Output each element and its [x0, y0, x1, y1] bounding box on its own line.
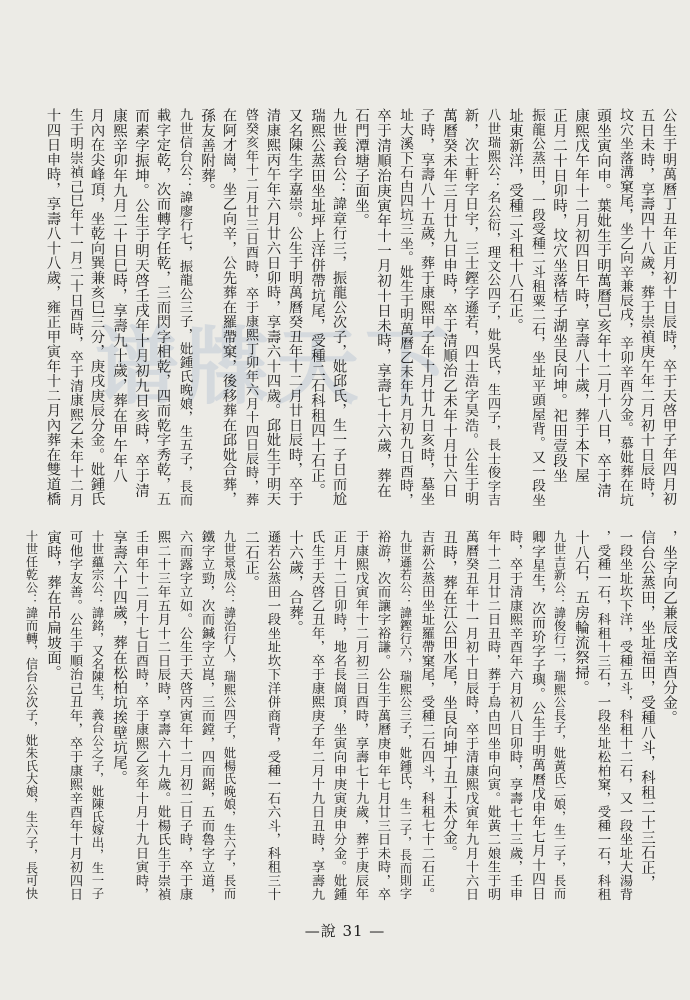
text-column: 時，卒于清康熙辛酉年六月初八日卯時，享壽七十三歲，壬申 — [507, 530, 522, 902]
text-column: 九世信台公：諱廖行七，振龍公三子，妣鍾氏晚娘，生五子，長而 — [177, 108, 192, 507]
text-column: 十世蘊宗公：諱銘，又名陳生，義台公之子，妣陳氏嫁出，生一子 — [90, 530, 104, 900]
text-column: 年十二月廿二日丑時，葬于烏甴凹坐申向寅。妣黃二娘生于明 — [485, 530, 500, 902]
text-column: 丑時，葬在江公田水尾，坐艮向坤丁丑丁未分金。 — [441, 530, 457, 860]
text-column: 九世義台公：諱章行三，振龍公次子，妣邱氏，生一子日而尬 — [331, 108, 347, 507]
text-column: 頭坐寅向申。葉妣生于明萬曆己亥年十二月十八日，卒于清 — [595, 108, 611, 498]
text-column: 于康熙戊寅年十二月初三日酉時，享壽七十九歲，葬于庚辰年 — [353, 530, 368, 902]
text-column: 卒于清順治庚寅年十一月初十日未時，享壽七十六歲，葬在 — [375, 108, 391, 498]
text-column: 裕游，次而讓字裕謙。公生于萬曆庚申年七月廿三日未時，卒 — [375, 530, 390, 902]
text-column: 卿字星生，次而玠字子璵。公生于明萬曆戊申年七月十四日 — [529, 530, 545, 901]
text-column: 址大溪下石甴四坑三坐。妣生于明萬曆乙未年九月初九日酉時， — [397, 108, 413, 507]
text-column: 萬曆癸未年三月廿九日申時，卒于清順治乙未年十月廿六日 — [441, 108, 457, 498]
text-column: 吉新公蒸田坐址羅帶窠尾，受種二石四斗，科租七十二石正。 — [419, 530, 434, 902]
text-column: 十六歲，合葬。 — [287, 530, 303, 635]
text-column: 又名陳生字嘉崇。公生于明萬曆癸丑年十二月廿日辰時，卒于 — [287, 108, 303, 507]
text-column: 瑞熙公蒸田坐址坪上洋併帶坑尾，受種二石科租四十石正。 — [309, 108, 325, 498]
text-column: 九世吉新公：諱俊行二，瑞熙公長子，妣黃氏二娘，生二子，長而 — [552, 530, 566, 900]
text-column: 新，次士軒字日宇，三士鏗字遜若，四士浩字昊浩。公生于明 — [463, 108, 479, 507]
text-column: 熙二十三年五月十二日辰時，享壽六十九歲。妣楊氏生于崇禎 — [155, 530, 170, 902]
text-column: 鐵字立勁，次而鍼字立崑，三而鏜，四而鋸，五而魯字立道， — [199, 530, 214, 902]
text-column: 在阿才崗，坐乙向辛，公先葬在羅帶窠，後移葬在邱妣合葬， — [221, 108, 237, 507]
text-column: 可他字友善。公生于順治己丑年，卒于康熙辛酉年十月初四日 — [67, 530, 82, 902]
text-column: 康熙戊午年十二月初四日午時，享壽八十歲，葬于本下屋 — [573, 108, 589, 483]
text-column: 生于明崇禎己巳年十一月二十日酉時，卒于清康熙乙未年十二月 — [67, 108, 83, 507]
text-column: 址東新洋，受種二斗租十八石正。 — [507, 108, 523, 333]
text-column: 十四日申時，享壽八十八歲，雍正甲寅年十二月內葬在雙道橋 — [45, 108, 61, 507]
text-column: 遜若公蒸田一段坐址坎下洋併商背，受種一石六斗，科租三十 — [265, 530, 280, 902]
text-column: 子時，享壽八十五歲，葬于康熙甲子年十月廿九日亥時，墓坐 — [419, 108, 435, 507]
text-column: 九世景成公：諱治行人，瑞熙公四子，妣楊氏晚娘，生六子，長而 — [222, 530, 236, 900]
text-column: 寅時，葬在吊扁坡面。 — [45, 530, 61, 680]
text-column: 清康熙丙午年六月廿六日卯時，享壽六十四歲。邱妣生于明天 — [265, 108, 281, 507]
text-column: 壬申年十二月十七日酉時，卒于康熙乙亥年十月十九日寅時， — [133, 530, 148, 902]
text-column: ，坐字向乙兼辰戌辛酉分金。 — [661, 530, 677, 725]
text-column: 八世瑞熙公：名公衍，理文公四子，妣吳氏，生四子，長士俊字吉 — [485, 108, 500, 507]
text-column: 信台公蒸田，坐址福田，受種八斗，科租二十三石正， — [639, 530, 655, 890]
text-column: 十世任乾公：諱而轉，信台公次子，妣朱氏大娘，生六子，長可快 — [24, 530, 38, 900]
upper-text-block — [45, 108, 678, 508]
text-column: 啓癸亥年十二月廿三日酉時，卒于康熙丁卯年六月十四日辰時，葬 — [243, 108, 258, 507]
text-column: 振龍公蒸田，一段受種二斗租粟二石，坐址平頭屋背。又一段坐 — [529, 108, 545, 507]
text-column: 氏生于天啓乙丑年，卒于康熙庚子年二月十九日丑時，享壽九 — [309, 530, 324, 902]
text-column: 九世遜若公：諱鏗行六，瑞熙公三子，妣鍾氏，生二子，長而則字 — [398, 530, 412, 900]
text-column: 而素字振坤。公生于明天啓壬戌年十月初九日亥時，卒于清 — [133, 108, 149, 498]
text-column: 一段坐址坎下洋，受種五斗，科租十二石，又一段坐址大湯背 — [617, 530, 632, 902]
text-column: 六而露字立如。公生于天啓丙寅年十二月初二日子時，卒于康 — [177, 530, 192, 902]
text-column: 載字定乾，次而轉字任乾，三而閃字相乾，四而乾字秀乾，五 — [155, 108, 171, 507]
text-column: 公生于明萬曆丁丑年正月初十日辰時，卒于天啓甲子年四月初 — [661, 108, 677, 507]
text-column: 正月二十日卯時，坟穴坐落桔子湖坐艮向坤。祀田壹段坐 — [551, 108, 567, 483]
text-column: 月內在尖峰頂，坐乾向巽兼亥巳三分，庚戌庚辰分金。妣鍾氏 — [89, 108, 105, 507]
text-column: 康熙辛卯年九月二十日巳時，享壽九十歲，葬在甲午年八 — [111, 108, 127, 483]
text-column: 孫友善附葬。 — [199, 108, 215, 198]
text-column: 享壽六十四歲，葬在松柏坑挨壁坑尾。 — [111, 530, 127, 785]
text-column: 石門潭塘子面坐。 — [353, 108, 369, 228]
text-column: ，受種一石，科租十三石，一段坐址松柏窠，受種一石，科租 — [595, 530, 610, 902]
lower-text-block — [24, 530, 678, 905]
text-column: 二石正。 — [243, 530, 259, 590]
text-column: 五日未時，享壽四十八歲，葬于崇禎庚午年二月初十日辰時， — [639, 108, 655, 507]
text-column: 十八石，五房輪流祭掃。 — [573, 530, 589, 695]
watermark: 谱牒天下 — [95, 318, 456, 416]
page-number: —說 31 — — [304, 922, 386, 940]
text-column: 萬曆癸丑年十一月初十日辰時，卒于清康熙戊寅年九月十六日 — [463, 530, 478, 902]
text-column: 坟穴坐落溝窠尾，坐乙向辛兼辰戌，辛卯辛酉分金。慕妣葬在坑 — [617, 108, 633, 507]
text-column: 正月十二日卯時，地名長崗頂，坐寅向申庚寅庚申分金。妣鍾 — [331, 530, 346, 902]
